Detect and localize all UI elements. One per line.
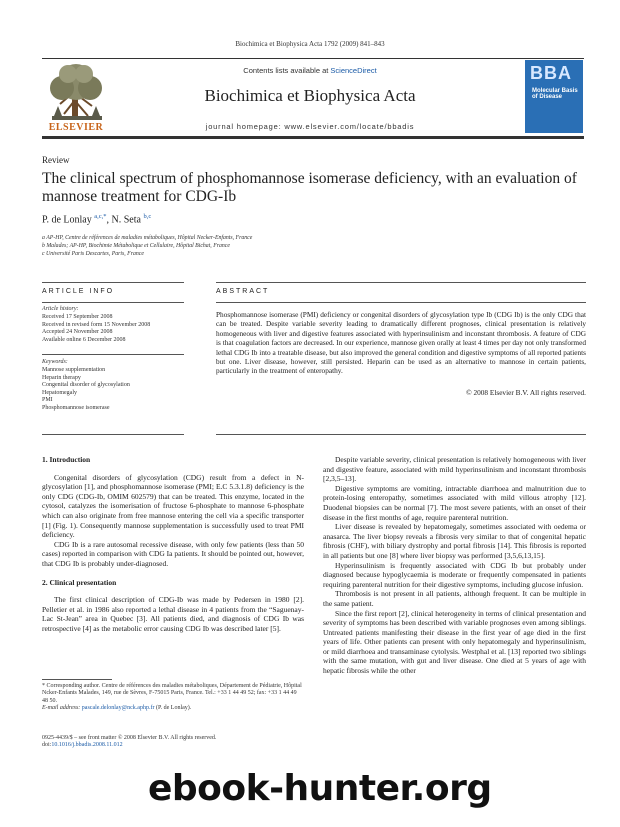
contents-prefix: Contents lists available at (243, 66, 331, 75)
abstract-copyright: © 2008 Elsevier B.V. All rights reserved. (466, 388, 586, 397)
keywords-list (42, 367, 184, 413)
paragraph: Digestive symptoms are vomiting, intractable diarrhoea and malnutrition due to protein-losing enteropathy, sometimes associated with mild villous atrophy [12]. Duodenal biopsies can be normal [7]. The most severe patients, with an onset of their disease in the first months of age, require parenteral nutrition. (323, 483, 586, 522)
divider (42, 434, 184, 435)
divider (42, 354, 184, 355)
watermark: ebook-hunter.org (148, 768, 492, 809)
journal-title: Biochimica et Biophysica Acta (204, 86, 416, 105)
history-item: Available online 6 December 2008 (42, 336, 126, 343)
affiliation: c Université Paris Descartes, Paris, France (42, 251, 144, 257)
author-list (42, 213, 151, 225)
paragraph: Despite variable severity, clinical presentation is relatively homogeneous with liver and digestive feature, associated with mild hyperinsulinism and inconstant thrombosis [2,3,5–13]. (323, 455, 586, 484)
cover-letters: BBA (530, 63, 572, 83)
keyword: Congenital disorder of glycosylation (42, 382, 130, 389)
paragraph: Congenital disorders of glycosylation (CDG) result from a defect in N-glycosylation [1], and phosphomannose isomerase (PMI; E.C 5.3.1.8) deficiency is the only CDG (CDG-Ib, OMIM 602579) that can be treated. This enzyme, located in the cytosol, catalyzes the isomerisation of fructose 6-phosphate to mannose 6-phosphate which can also originate from free mannose entering the cell via a specific transporter [1] (Fig. 1). Consequently mannose supplementation is successfully used to treat PMI deficiency. (42, 472, 304, 540)
running-head: Biochimica et Biophysica Acta 1792 (2009) 841–843 (235, 40, 385, 48)
email-suffix: (P. de Lonlay). (154, 705, 192, 712)
corresponding-author-note: * Corresponding author. Centre de références des maladies métaboliques, Département de Pédiatrie, Hôpital Ncker-Enfants Malades, 149, rue de Sèvres, F-75015 Paris, France. Tel.: +33 1 44 49 52; fax: +33 1 44 49 48 50. (42, 683, 302, 704)
footnote (42, 683, 304, 713)
divider (216, 434, 586, 435)
history-item: Accepted 24 November 2008 (42, 329, 113, 336)
keyword: Hepatomegaly (42, 389, 77, 396)
body-column-right (323, 455, 586, 676)
cover-subtitle: Molecular Basis of Disease (532, 88, 578, 101)
section-heading-introduction: 1. Introduction (42, 455, 91, 464)
paragraph: Liver disease is revealed by hepatomegaly, sometimes associated with oedema or anasarca. The liver biopsy reveals a fibrosis very similar to that of congenital hepatic fibrosis (CHF), with biliary dystrophy and portal fibrosis [14]. This fibrosis is reported in all patients but one [8] where liver biopsy was performed [3,5,6,13,15]. (323, 522, 586, 560)
paragraph: The first clinical description of CDG-Ib was made by Pedersen in 1980 [2]. Pelletier et al. in 1986 also reported a lethal disease in 4 patients from the “Saguenay-Lac St-Jean” area in Quebec [3]. All patients died, and diagnosis of CDG Ib was retrospective [4] as the metabolic error causing CDG Ib was described later [5]. (42, 595, 304, 633)
author-affil-link[interactable]: a,c,* (94, 213, 107, 220)
footnote-rule (42, 679, 112, 680)
paragraph: Thrombosis is not present in all patients, although frequent. It can be multiple in the same patient. (323, 589, 586, 608)
email-link[interactable]: pascale.delonlay@nck.aphp.fr (81, 705, 155, 712)
author-name: P. de Lonlay (42, 214, 92, 226)
paragraph: Since the first report [2], clinical heterogeneity in terms of clinical presentation and severity of symptoms has been described with variable prognoses even among siblings. Untreated patients manifesting their disease in the first year of age died in the first years of life. Other patients can present with only hepatomegaly and hyperinsulinism, or mild diarrhoea and transaminase cytolysis. Westphal et al. [13] reported two siblings with the same mutation, with gut and liver disease. One died at 5 years of age with hepatic fibrosis while the other (323, 608, 586, 676)
doi-link[interactable]: 10.1016/j.bbadis.2008.11.012 (51, 742, 123, 749)
article-title: The clinical spectrum of phosphomannose isomerase deficiency, with an evaluation of mannose treatment for CDG-Ib (42, 170, 577, 205)
affiliation: b Malades; AP-HP, Biochimie Métabolique et Cellulaire, Hôpital Bichat, France (42, 243, 230, 249)
keyword: PMI (42, 397, 53, 404)
sciencedirect-link[interactable]: ScienceDirect (330, 66, 377, 75)
history-item: Received 17 September 2008 (42, 314, 113, 320)
section-heading-clinical: 2. Clinical presentation (42, 577, 117, 587)
doi-label: doi: (42, 742, 52, 749)
divider (216, 302, 586, 303)
body-column-left (42, 455, 304, 634)
history-item: Received in revised form 15 November 2008 (42, 321, 151, 328)
author-name: N. Seta (111, 214, 141, 226)
author-affil-link[interactable]: b,c (143, 213, 152, 220)
divider (42, 302, 184, 303)
affiliation: a AP-HP, Centre de références de maladies métaboliques, Hôpital Necker-Enfants, France (42, 235, 253, 241)
divider (216, 282, 586, 283)
paragraph: CDG Ib is a rare autosomal recessive disease, with only few patients (less than 50 cases) reported in comparison with CDG Ia patients. It should be pointed out, however, that CDG Ib is probably under-diagnosed. (42, 539, 304, 568)
author-separator: , (106, 214, 112, 226)
email-label: E-mail address: (42, 705, 82, 712)
keywords-label: Keywords: (42, 359, 68, 365)
paragraph: Hyperinsulinism is frequently associated with CDG Ib but probably under diagnosed because hypoglycaemia is moderate or frequently compensated in patients requiring parenteral nutrition for their digestive symptoms, including glucose infusion. (323, 560, 586, 589)
article-history (42, 314, 184, 344)
keyword: Heparin therapy (42, 374, 81, 381)
elsevier-wordmark: ELSEVIER (48, 122, 104, 133)
journal-homepage[interactable]: journal homepage: www.elsevier.com/locate/bbadis (205, 122, 415, 131)
issn-line: 0925-4439/$ – see front matter © 2008 Elsevier B.V. All rights reserved. (42, 735, 217, 741)
abstract-heading: ABSTRACT (216, 288, 270, 295)
article-info-heading: ARTICLE INFO (42, 288, 115, 295)
abstract-text: Phosphomannose isomerase (PMI) deficiency or congenital disorders of glycosylation type Ib (CDG Ib) is the only CDG that can be treated. Despite variable severity leading to dramatically different prognoses, clinical presentation is relatively homogeneous with liver and digestive features associated with hyperinsulinism and inconstant thrombosis. A feature of CDG is that coagulation factors are decreased. In our experience, mannose given orally at least 4 times per day not only transformed lethal CDG Ib into a treatable disease, but also improved the general condition and digestive symptoms of all reported patients but one. Liver disease, however, still persisted. Heparin can be used as an alternative to mannose in certain patients, particularly in the treatment of enteropathy. (216, 310, 586, 376)
keyword: Mannose supplementation (42, 367, 106, 373)
history-label: Article history: (42, 306, 79, 312)
article-type: Review (42, 155, 70, 165)
divider (42, 282, 184, 283)
issn-doi (42, 735, 304, 750)
keyword: Phosphomannose isomerase (42, 404, 110, 411)
